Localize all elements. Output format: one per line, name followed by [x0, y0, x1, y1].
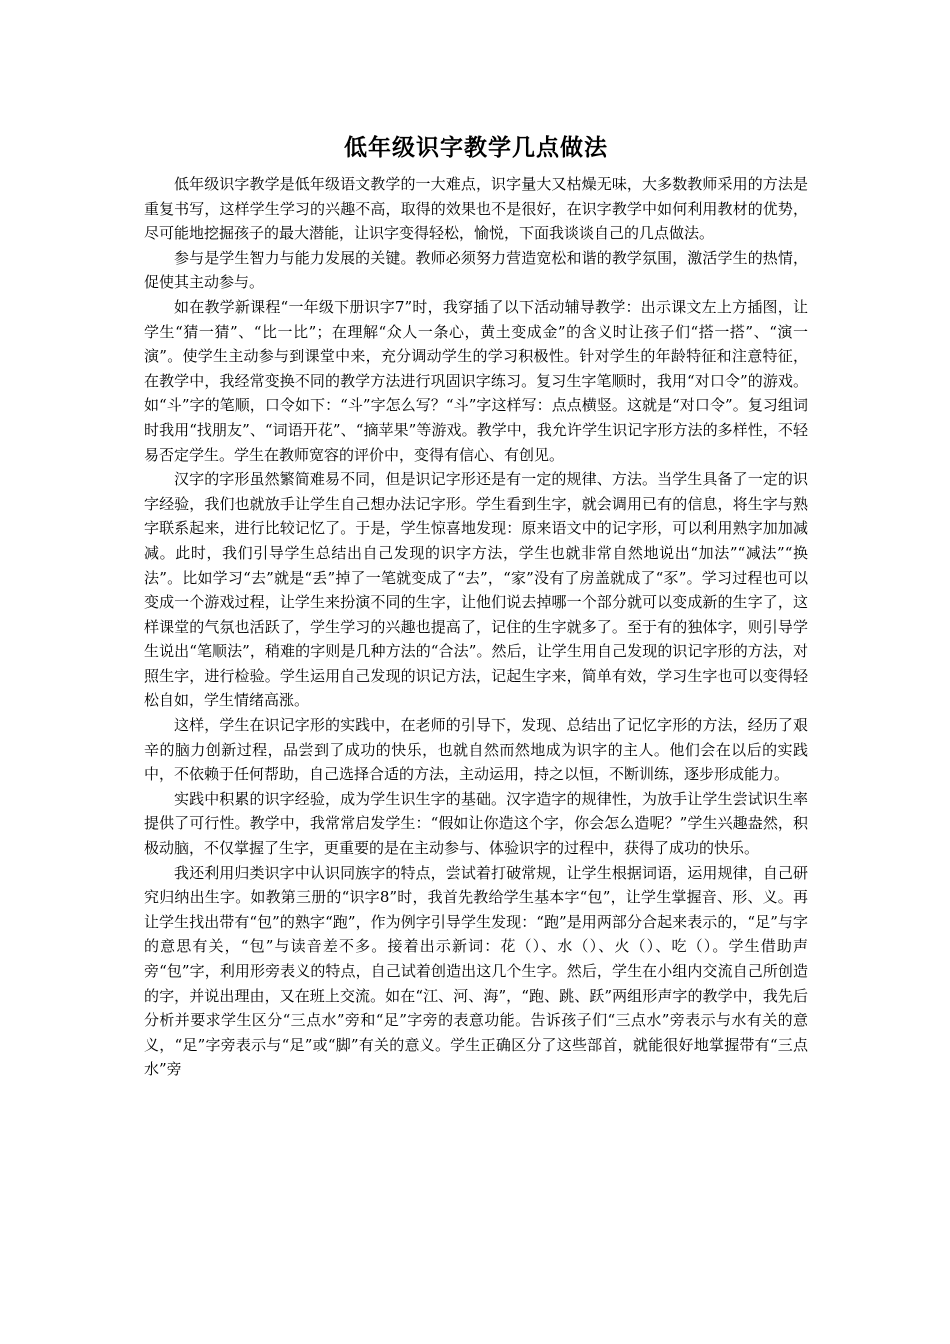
paragraph-6: 实践中积累的识字经验，成为学生识生字的基础。汉字造字的规律性，为放手让学生尝试识生率提供了可行性。教学中，我常常启发学生：“假如让你造这个字，你会怎么造呢？”学生兴趣盎然，积极动脑，不仅掌握了生字，更重要的是在主动参与、体验识字的过程中，获得了成功的快乐。	[144, 789, 808, 858]
paragraph-3: 如在教学新课程“一年级下册识字7”时，我穿插了以下活动辅导教学：出示课文左上方插图，让学生“猜一猜”、“比一比”；在理解“众人一条心，黄土变成金”的含义时让孩子们“搭一搭”、“演一演”。使学生主动参与到课堂中来，充分调动学生的学习积极性。针对学生的年龄特征和注意特征，在教学中，我经常变换不同的教学方法进行巩固识字练习。复习生字笔顺时，我用“对口令”的游戏。如“斗”字的笔顺，口令如下：“斗”字怎么写？“斗”字这样写：点点横竖。这就是“对口令”。复习组词时我用“找朋友”、“词语开花”、“摘苹果”等游戏。教学中，我允许学生识记字形方法的多样性，不轻易否定学生。学生在教师宽容的评价中，变得有信心、有创见。	[144, 297, 808, 464]
paragraph-7: 我还利用归类识字中认识同族字的特点，尝试着打破常规，让学生根据词语，运用规律，自己研究归纳出生字。如教第三册的“识字8”时，我首先教给学生基本字“包”，让学生掌握音、形、义。再让学生找出带有“包”的熟字“跑”，作为例字引导学生发现：“跑”是用两部分合起来表示的，“足”与字的意思有关，“包”与读音差不多。接着出示新词：花（）、水（）、火（）、吃（）。学生借助声旁“包”字，利用形旁表义的特点，自己试着创造出这几个生字。然后，学生在小组内交流自己所创造的字，并说出理由，又在班上交流。如在“江、河、海”，“跑、跳、跃”两组形声字的教学中，我先后分析并要求学生区分“三点水”旁和“足”字旁的表意功能。告诉孩子们“三点水”旁表示与水有关的意义，“足”字旁表示与“足”或“脚”有关的意义。学生正确区分了这些部首，就能很好地掌握带有“三点水”旁	[144, 863, 808, 1079]
paragraph-4: 汉字的字形虽然繁简难易不同，但是识记字形还是有一定的规律、方法。当学生具备了一定的识字经验，我们也就放手让学生自己想办法记字形。学生看到生字，就会调用已有的信息，将生字与熟字联系起来，进行比较记忆了。于是，学生惊喜地发现：原来语文中的记字形，可以利用熟字加加减减。此时，我们引导学生总结出自己发现的识字方法，学生也就非常自然地说出“加法”“减法”“换法”。比如学习“去”就是“丢”掉了一笔就变成了“去”，“家”没有了房盖就成了“豕”。学习过程也可以变成一个游戏过程，让学生来扮演不同的生字，让他们说去掉哪一个部分就可以变成新的生字了，这样课堂的气氛也活跃了，学生学习的兴趣也提高了，记住的生字就多了。至于有的独体字，则引导学生说出“笔顺法”，稍难的字则是几种方法的“合法”。然后，让学生用自己发现的识记字形的方法，对照生字，进行检验。学生运用自己发现的识记方法，记起生字来，简单有效，学习生字也可以变得轻松自如，学生情绪高涨。	[144, 470, 808, 710]
document-title: 低年级识字教学几点做法	[344, 135, 608, 161]
paragraph-5: 这样，学生在识记字形的实践中，在老师的引导下，发现、总结出了记忆字形的方法，经历了艰辛的脑力创新过程，品尝到了成功的快乐，也就自然而然地成为识字的主人。他们会在以后的实践中，不依赖于任何帮助，自己选择合适的方法，主动运用，持之以恒，不断训练，逐步形成能力。	[144, 716, 808, 784]
paragraph-2: 参与是学生智力与能力发展的关键。教师必须努力营造宽松和谐的教学氛围，激活学生的热情，促使其主动参与。	[144, 248, 808, 292]
paragraph-1: 低年级识字教学是低年级语文教学的一大难点，识字量大又枯燥无味，大多数教师采用的方法是重复书写，这样学生学习的兴趣不高，取得的效果也不是很好，在识字教学中如何利用教材的优势，尽可能地挖掘孩子的最大潜能，让识字变得轻松，愉悦，下面我谈谈自己的几点做法。	[144, 175, 808, 243]
document-page	[144, 128, 808, 1082]
